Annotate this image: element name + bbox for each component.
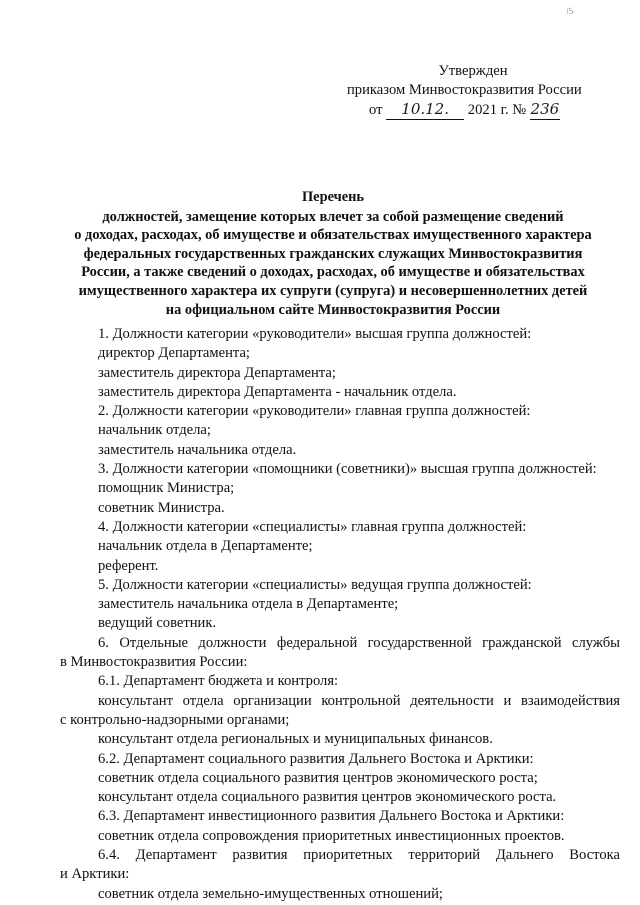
title-line: о доходах, расходах, об имуществе и обязательствах имущественного характера bbox=[74, 227, 592, 244]
list-item: заместитель директора Департамента; bbox=[98, 364, 336, 381]
section6-intro-cont: в Минвостокразвития России: bbox=[60, 654, 248, 671]
title-line: России, а также сведений о доходах, расходах, об имуществе и обязательствах bbox=[81, 264, 585, 281]
year-text: 2021 г. № bbox=[467, 102, 527, 118]
date-prefix: от bbox=[369, 102, 383, 118]
list-item: 2. Должности категории «руководители» главная группа должностей: bbox=[98, 403, 531, 420]
section-6-2-item: советник отдела социального развития центров экономического роста; bbox=[98, 769, 538, 786]
section-6-4-title-cont: и Арктики: bbox=[60, 866, 130, 883]
list-item: 5. Должности категории «специалисты» ведущая группа должностей: bbox=[98, 576, 532, 593]
title-line: имущественного характера их супруги (супруга) и несовершеннолетних детей bbox=[78, 282, 588, 299]
section6-intro: 6. Отдельные должности федеральной государственной гражданской службы bbox=[98, 634, 620, 651]
document-title bbox=[40, 188, 626, 319]
approval-stamp bbox=[347, 62, 617, 120]
list-item: директор Департамента; bbox=[98, 345, 250, 362]
title-line: должностей, замещение которых влечет за собой размещение сведений bbox=[102, 208, 564, 225]
title-line: федеральных государственных гражданских служащих Минвостокразвития bbox=[83, 245, 583, 262]
section-6-2-title: 6.2. Департамент социального развития Дальнего Востока и Арктики: bbox=[98, 750, 534, 767]
section-6-1-item-cont: с контрольно-надзорными органами; bbox=[60, 711, 290, 728]
title-line: на официальном сайте Минвостокразвития России bbox=[165, 301, 501, 318]
list-item: 3. Должности категории «помощники (советники)» высшая группа должностей: bbox=[98, 461, 597, 478]
section-6-3-item: советник отдела сопровождения приоритетных инвестиционных проектов. bbox=[98, 827, 565, 844]
section-6-4-title: 6.4. Департамент развития приоритетных территорий Дальнего Востока bbox=[98, 847, 620, 864]
section-6-1-item: консультант отдела региональных и муниципальных финансов. bbox=[98, 731, 493, 748]
list-item: помощник Министра; bbox=[98, 480, 235, 497]
approval-date-line bbox=[347, 100, 617, 120]
list-item: ведущий советник. bbox=[98, 615, 217, 632]
corner-page-mark: /5 bbox=[565, 5, 574, 17]
section-6-1-item: консультант отдела организации контрольной деятельности и взаимодействия bbox=[98, 692, 620, 709]
list-item: заместитель начальника отдела в Департаменте; bbox=[98, 596, 399, 613]
list-item: заместитель директора Департамента - начальник отдела. bbox=[98, 383, 457, 400]
list-item: 4. Должности категории «специалисты» главная группа должностей: bbox=[98, 518, 527, 535]
section-6-3-title: 6.3. Департамент инвестиционного развития Дальнего Востока и Арктики: bbox=[98, 808, 565, 825]
list-item: референт. bbox=[98, 557, 159, 574]
list-item: 1. Должности категории «руководители» высшая группа должностей: bbox=[98, 326, 532, 342]
approval-line-approved: Утвержден bbox=[438, 63, 508, 79]
list-item: начальник отдела в Департаменте; bbox=[98, 538, 313, 555]
approval-line-order: приказом Минвостокразвития России bbox=[347, 82, 582, 98]
list-item: заместитель начальника отдела. bbox=[98, 441, 297, 458]
section-6-4-item: советник отдела земельно-имущественных отношений; bbox=[98, 885, 443, 902]
handwritten-date: 10.12. bbox=[386, 100, 464, 120]
list-item: начальник отдела; bbox=[98, 422, 211, 439]
positions-list bbox=[60, 325, 620, 904]
section-6-2-item: консультант отдела социального развития центров экономического роста. bbox=[98, 789, 557, 806]
title-heading: Перечень bbox=[301, 189, 365, 205]
handwritten-order-number: 236 bbox=[530, 100, 560, 118]
section-6-1-title: 6.1. Департамент бюджета и контроля: bbox=[98, 673, 339, 690]
list-item: советник Министра. bbox=[98, 499, 225, 516]
